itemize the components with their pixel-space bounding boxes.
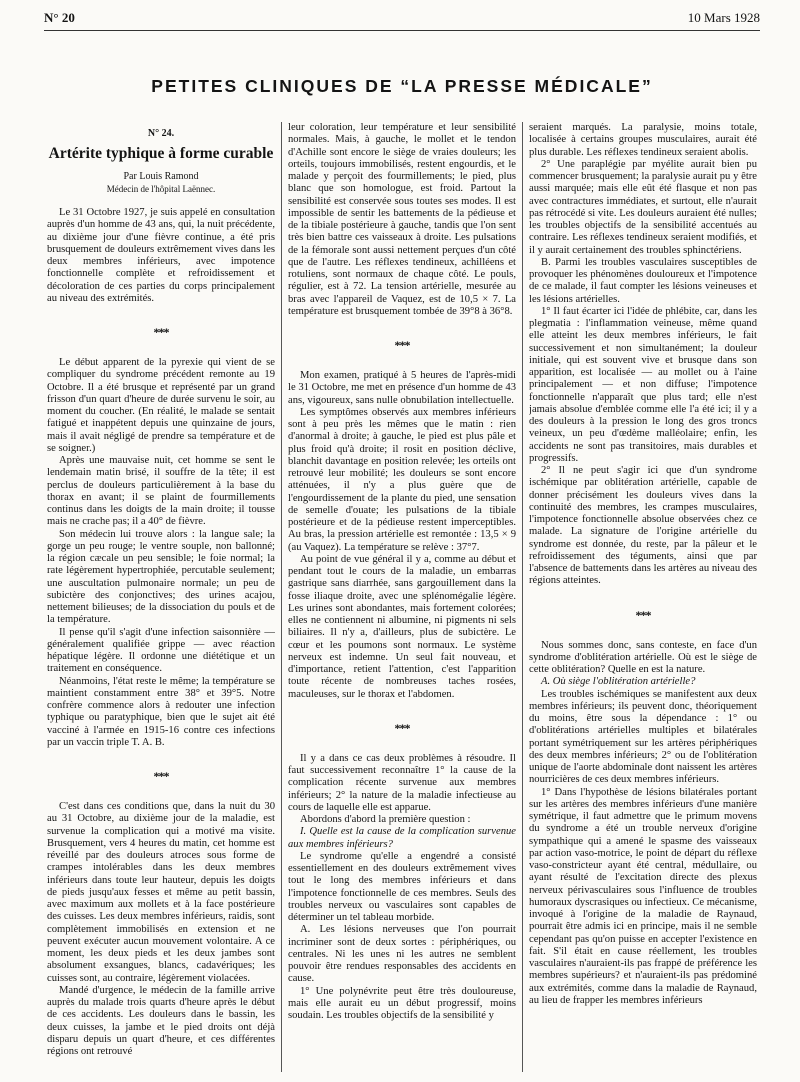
page-header [44,10,760,26]
paragraph: 1° Il faut écarter ici l'idée de phlébite, car, dans les plegmatia : l'inflammation veineuse, même quand elle atteint les deux membres inférieurs, le fait successivement et non simultanément; la douleur initiale, qui est souvent vive et brusque dans son apparition, est localisée — au mollet ou à l'aine principalement — et non diffuse; l'impotence fonctionnelle n'apparaît que plus tard; elle n'est jamais absolue d'emblée comme elle l'a été ici; il y a des douleurs à la pression le long des gros troncs veineux, un peu d'œdème malléolaire; enfin, les accidents ne sont pas transitoires, mais durables et progressifs. [529,305,757,464]
paragraph: Abordons d'abord la première question : [300,814,471,825]
section-separator: *** [394,338,410,352]
header-rule [44,30,760,31]
paragraph: Le début apparent de la pyrexie qui vient de se compliquer du syndrome précédent remonte au 19 Octobre. Il a été brusque et représenté par un grand frisson d'un quart d'heure de durée survenu le soir, au moment du coucher. (En réalité, le malade se sentait fatigué et inappétent depuis une quinzaine de jours, mais il avait négligé de prendre sa température et de se soigner.) [47,357,275,454]
paragraph: Son médecin lui trouve alors : la langue sale; la gorge un peu rouge; le ventre souple, non ballonné; la région cæcale un peu sensible; le foie normal; la rate légèrement hypertrophiée, percutable seulement; une auscultation pulmonaire normale; un peu de subictère des conjonctives; des urines acajou, nettement bilieuses; de la dissociation du pouls et de la température. [47,528,275,626]
paragraph: Mon examen, pratiqué à 5 heures de l'après-midi le 31 Octobre, me met en présence d'un homme de 43 ans, vigoureux, sans nulle obnubilation intellectuelle. [288,370,516,406]
section-separator: *** [153,769,169,783]
section-separator: *** [635,607,651,622]
column-1 [47,122,275,1072]
paragraph: Au point de vue général il y a, comme au début et pendant tout le cours de la maladie, un embarras gastrique sans diarrhée, sans gargouillement dans la fosse iliaque droite, avec une splénomégalie légère. Les urines sont abondantes, mais fortement colorées; elles ne contiennent ni albumine, ni pigments ni sels biliaires. Il n'y a, d'ailleurs, plus de subictère. Le cœur et les poumons sont normaux. Le système nerveux est indemne. Un seul fait nouveau, et d'importance, retient l'attention, c'est l'apparition toute récente de nombreuses taches rosées, maculeuses, sur le thorax et l'abdomen. [288,553,516,700]
section-separator: *** [153,325,169,339]
issue-date: 10 Mars 1928 [687,10,760,25]
paragraph: Les troubles ischémiques se manifestent aux deux membres inférieurs; ils peuvent donc, théoriquement du moins, être sous la dépendance : 1° ou d'oblitérations artérielles multiples et bilatérales portant symétriquement sur les artères périphériques des deux membres inférieurs; 2° ou de l'oblitération unique de l'aorte abdominale dont naissent les artères nourricières de ces deux membres inférieurs. [529,688,757,786]
author-affiliation: Médecin de l'hôpital Laënnec. [106,183,216,194]
paragraph: Il y a dans ce cas deux problèmes à résoudre. Il faut successivement reconnaître 1° la cause de la complication récente survenue aux membres inférieurs; 2° la nature de la maladie infectieuse au cours de laquelle elle est apparue. [288,752,516,813]
column-2 [288,122,516,1072]
article-title: Artérite typhique à forme curable [48,145,274,163]
paragraph: A. Les lésions nerveuses que l'on pourrait incriminer sont de deux sortes : périphériques, ou centrales. Ni les unes ni les autres ne semblent pouvoir être rendues responsables des accidents en cause. [288,924,516,985]
paragraph: Le 31 Octobre 1927, je suis appelé en consultation auprès d'un homme de 43 ans, qui, la nuit précédente, au dixième jour d'une fièvre continue, a été pris brusquement de douleurs extrêmement vives dans les deux membres inférieurs, avec impotence fonctionnelle complète et refroidissement et décoloration de ces parties du corps principalement au niveau des extrémités. [47,207,275,304]
paragraph: B. Parmi les troubles vasculaires susceptibles de provoquer les phénomènes douloureux et l'impotence de ce malade, il faut compter les lésions veineuses et les lésions artérielles. [529,256,757,305]
masthead-title: PETITES CLINIQUES DE “LA PRESSE MÉDICALE” [151,76,653,96]
paragraph: 2° Il ne peut s'agir ici que d'un syndrome ischémique par oblitération artérielle, capable de donner précisément les douleurs vives dans la continuité des membres, les crampes musculaires, l'impotence fonctionnelle absolue observées chez ce malade. La signature de l'origine artérielle du syndrome est donnée, du reste, par la pâleur et le refroidissement des téguments, ainsi que par l'absence de battements dans les artères au niveau des régions atteintes. [529,465,757,587]
section-heading: I. Quelle est la cause de la complication survenue aux membres inférieurs? [288,826,516,850]
section-heading: A. Où siège l'oblitération artérielle? [541,676,696,688]
column-rule [281,122,282,1072]
paragraph: seraient marqués. La paralysie, moins totale, localisée à certains groupes musculaires, aurait été plus durable. Les réflexes tendineux seraient abolis. [529,122,757,158]
paragraph: C'est dans ces conditions que, dans la nuit du 30 au 31 Octobre, au dixième jour de la maladie, est survenue la complication qui a motivé ma visite. Brusquement, vers 4 heures du matin, cet homme est réveillé par des douleurs atroces sous forme de crampes intolérables dans les deux membres inférieurs dans toute leur hauteur, depuis les doigts de pieds jusqu'aux fesses et même au petit bassin, avec maximum aux mollets et à la face postérieure des cuisses. Les deux membres inférieurs, raidis, sont complètement immobilisés en extension et ne peuvent exécuter aucun mouvement volontaire. A ce moment, les deux pieds et les deux jambes sont absolument exsangues, blancs, cadavériques; les cuisses sont, au contraire, légèrement violacées. [47,801,275,984]
paragraph: leur coloration, leur température et leur sensibilité normales. Mais, à gauche, le mollet et le tendon d'Achille sont encore le siège de vraies douleurs; les orteils, toujours immobilisés, restent engourdis, et le malade y perçoit des fourmillements; le pied, plus blanc que son homologue, est froid. Partout la sensibilité est conservée sous toutes ses modes. Il est impossible de sentir les battements de la pédieuse et de la tibiale postérieure à gauche, tandis que l'on sent très bien battre ces vaisseaux à droite. Les pulsations de la fémorale sont aussi nettement perçues d'un côté que de l'autre. Les réflexes tendineux, achilléens et rotuliens, sont normaux de chaque côté. Le pouls, régulier, est à 72. La tension artérielle, mesurée au bras avec l'appareil de Vaquez, est de 10,5 × 7. La température est brusquement tombée de 39°8 à 36°8. [288,122,516,317]
paragraph: 2° Une paraplégie par myélite aurait bien pu commencer brusquement; la paralysie aurait pu y être aussi marquée; mais elle eût été flasque et non pas avec contractures immédiates, et surtout, elle n'aurait pas rétrocédé si vite. Les douleurs auraient été nulles; les troubles objectifs de la sensibilité accentués au contraire. Les réflexes tendineux seraient modifiés, et il y aurait certainement des troubles sphinctériens. [529,158,757,256]
paragraph: Après une mauvaise nuit, cet homme se sent le lendemain matin brisé, il souffre de la tête; il est perclus de douleurs particulièrement à la base du thorax en avant; il se plaint de fourmillements continus dans les doigts de la main droite; il tousse mais ne crache pas; il a 40° de fièvre. [47,455,275,528]
paragraph: Le syndrome qu'elle a engendré a consisté essentiellement en des douleurs extrêmement vives tout le long des membres inférieurs et dans l'impotence fonctionnelle de ces membres. Seuls des troubles nerveux ou vasculaires sont capables de déterminer un tel tableau morbide. [288,850,516,923]
paragraph: Nous sommes donc, sans conteste, en face d'un syndrome d'oblitération artérielle. Où est le siège de cette oblitération? Quelle en est la nature. [529,639,757,675]
column-rule [522,122,523,1072]
paragraph: Mandé d'urgence, le médecin de la famille arrive auprès du malade trois quarts d'heure après le début de ces accidents. Les douleurs dans le bassin, les deux cuisses, la jambe et le pied droits ont déjà disparu depuis un quart d'heure, et ces différentes régions ont retrouvé [47,984,275,1057]
article-columns [47,122,760,1072]
paragraph: Il pense qu'il s'agit d'une infection saisonnière — généralement qualifiée grippe — avec réaction hépatique légère. Il ordonne une diététique et un traitement en conséquence. [47,626,275,675]
paragraph: 1° Une polynévrite peut être très douloureuse, mais elle aurait eu un début progressif, moins soudain. Les troubles objectifs de la sensibilité y [288,985,516,1021]
article-number: N° 24. [147,128,175,139]
paragraph: Néanmoins, l'état reste le même; la température se maintient constamment entre 38° et 39°5. Notre confrère commence alors à redouter une infection typhique ou paratyphique, bien que le sujet ait été vacciné à l'armée en 1915-16 contre ces infections par un vaccin triple T. A. B. [47,675,275,748]
section-separator: *** [394,720,410,735]
article-byline: Par Louis Ramond [123,170,199,182]
paragraph: Les symptômes observés aux membres inférieurs sont à peu près les mêmes que le matin : rien d'anormal à droite; à gauche, le pied est plus pâle et plus froid qu'à droite; il rosit en position déclive, blanchit davantage en position relevée; les orteils ont retrouvé leur mobilité; les douleurs se sont encore atténuées, il n'y a plus guère que de l'engourdissement de la plante du pied, une sensation de semelle d'ouate; les pulsations de la tibiale postérieure et de la pédieuse restent imperceptibles. Au bras, la pression artérielle est remontée : 13,5 × 9 (au Vaquez). La température se relève : 37°7. [288,406,516,553]
issue-number: N° 20 [44,10,75,25]
column-3 [529,122,757,1072]
paragraph: 1° Dans l'hypothèse de lésions bilatérales portant sur les artères des membres inférieurs d'une manière symétrique, il faut admettre que le primum movens du syndrome a été un trouble nerveux d'origine sympathique qui a amené le spasme des vaisseaux par action vaso-motrice, le point de départ du réflexe vaso-constricteur ayant été central, médullaire, ou ayant résulté de l'excitation directe des plexus nerveux périvasculaires sous l'influence de troubles humoraux dyscrasiques ou infectieux. Ce mécanisme, invoqué à l'origine de la maladie de Raynaud, pourrait être admis ici en principe, mais il ne semble cependant pas qu'on puisse en accepter l'existence en fait. S'il était en cause réellement, les troubles vasculaires n'auraient-ils pas frappé de préférence les membres supérieurs? et n'auraient-ils pas prédominé aux extrémités, comme dans la maladie de Raynaud, au lieu de frapper les membres inférieurs [529,786,757,1006]
